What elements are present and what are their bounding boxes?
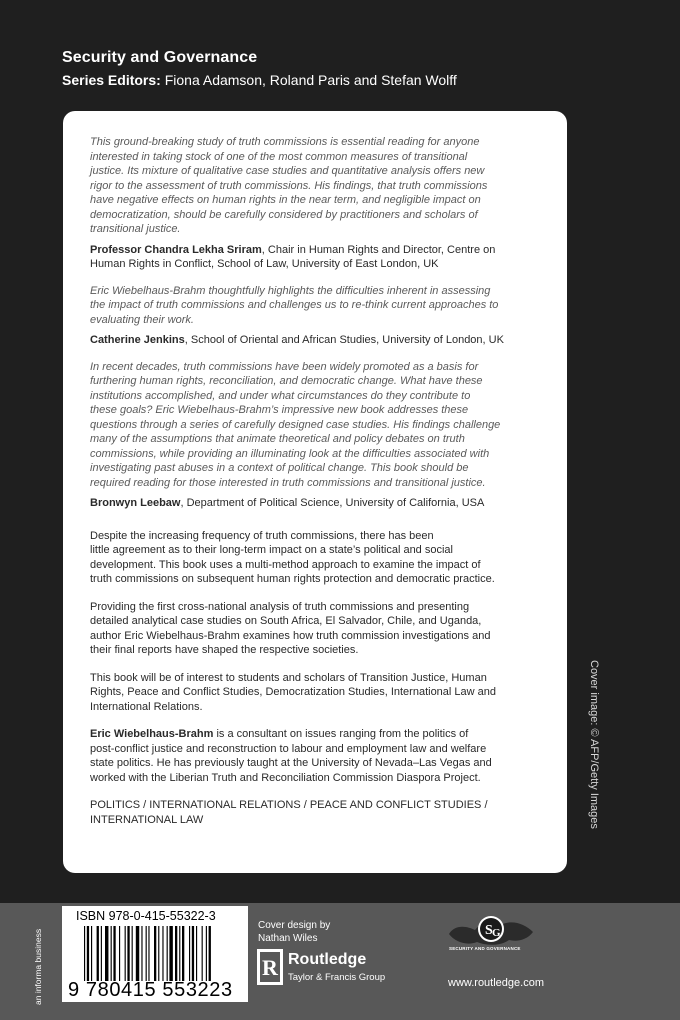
author-name: Eric Wiebelhaus-Brahm (90, 728, 214, 740)
barcode-bar (162, 926, 163, 981)
review-quote: This ground-breaking study of truth commissions is essential reading for anyone interested in taking stock of one of the most common measures of transitional justice. Its mixture of qualitative case studies and quantitative analysis offers new rigor to the assessment of truth commissions. His findings, that truth commissions have negative effects on human rights in the near term, and negligible impact on democratization, should be carefully considered by practitioners and scholars of transitional justice. (90, 136, 488, 235)
barcode-bar (154, 926, 156, 981)
svg-text:G: G (492, 927, 501, 939)
reviewer-name: Catherine Jenkins (90, 334, 185, 346)
author-bio: Eric Wiebelhaus-Brahm is a consultant on issues ranging from the politics of post-conflict justice and reconstruction to labour and employment law and welfare state politics. He has previously taught at the University of Nevada–Las Vegas and worked with the Liberian Truth and Reconciliation Commission Diaspora Project. (90, 728, 492, 784)
reviewer-name: Bronwyn Leebaw (90, 497, 181, 509)
barcode-bar (111, 926, 112, 981)
barcode-bar (192, 926, 194, 981)
barcode-bar (127, 926, 129, 981)
barcode-bar (175, 926, 177, 981)
reviewer-name: Professor Chandra Lekha Sriram (90, 243, 262, 256)
barcode-bar (182, 926, 184, 981)
barcode-bar (91, 926, 92, 981)
review-attribution: Professor Chandra Lekha Sriram, Chair in Human Rights and Director, Centre on Human Rights in Conflict, School of Law, University of East London, UK (90, 243, 496, 270)
barcode-bar (146, 926, 147, 981)
review-attribution: Bronwyn Leebaw, Department of Political Science, University of California, USA (90, 497, 485, 509)
barcode-bar (206, 926, 207, 981)
barcode-bar (179, 926, 180, 981)
barcode-bar (209, 926, 211, 981)
publisher-url: www.routledge.com (448, 977, 544, 989)
barcode-bar (167, 926, 168, 981)
barcode-bar (105, 926, 108, 981)
description-paragraph: Despite the increasing frequency of truth commissions, there has been little agreement as to their long-term impact on a state’s political and social development. This book uses a multi-method approach to examine the impact of truth commissions on subsequent human rights protection and democratic practice. (90, 529, 495, 585)
review-quote: Eric Wiebelhaus-Brahm thoughtfully highlights the difficulties inherent in assessing the impact of truth commissions and challenges us to re-think current approaches to evaluating their work. (90, 284, 499, 326)
barcode-bar (101, 926, 102, 981)
routledge-logo-icon (257, 949, 283, 985)
series-editors-label: Series Editors: (62, 72, 161, 88)
publisher-group: Taylor & Francis Group (288, 972, 386, 983)
barcode-bar (202, 926, 203, 981)
review-attribution: Catherine Jenkins, School of Oriental and African Studies, University of London, UK (90, 334, 504, 346)
barcode-bar (158, 926, 159, 981)
back-cover-text-panel (63, 111, 567, 873)
isbn-barcode (62, 906, 248, 1002)
isbn-text: ISBN 978-0-415-55322-3 (76, 909, 216, 923)
barcode-bar (141, 926, 142, 981)
barcode-bar (132, 926, 133, 981)
barcode-bar (84, 926, 85, 981)
description-paragraph: This book will be of interest to students and scholars of Transition Justice, Human Rights, Peace and Conflict Studies, Democratization Studies, International Law and International Relations. (90, 671, 497, 713)
barcode-bar (87, 926, 89, 981)
cover-design-credit: Cover design by Nathan Wiles (258, 920, 331, 944)
barcode-bar (119, 926, 120, 981)
series-editors (62, 70, 457, 90)
barcode-bar (148, 926, 149, 981)
series-title: Security and Governance (62, 49, 258, 66)
barcode-bar (196, 926, 197, 981)
logo-caption: SECURITY AND GOVERNANCE (449, 946, 521, 951)
svg-text:S: S (485, 923, 493, 938)
series-header (62, 48, 457, 90)
barcode-bar (189, 926, 190, 981)
publisher-name: Routledge (288, 951, 367, 968)
barcode-bars (84, 926, 244, 981)
barcode-bar (136, 926, 139, 981)
cover-image-credit: Cover image: © AFP/Getty Images (588, 660, 600, 829)
svg-text:R: R (262, 955, 278, 980)
barcode-number: 9 780415 553223 (68, 979, 233, 1001)
barcode-bar (113, 926, 115, 981)
subject-categories: POLITICS / INTERNATIONAL RELATIONS / PEACE AND CONFLICT STUDIES / INTERNATIONAL LAW (90, 799, 488, 826)
description-paragraph: Providing the first cross-national analysis of truth commissions and presenting detailed analytical case studies on South Africa, El Salvador, Chile, and Uganda, author Eric Wiebelhaus-Brahm examines how truth commission investigations and their final reports have shaped the respective societies. (90, 600, 491, 656)
barcode-bar (125, 926, 126, 981)
review-quote: In recent decades, truth commissions have been widely promoted as a basis for furthering human rights, reconciliation, and democratic change. What have these institutions accomplished, and under what circumstances do they contribute to these goals? Eric Wiebelhaus-Brahm’s impressive new book addresses these questions through a series of carefully designed case studies. His findings challenge many of the assumptions that animate theoretical and policy debates on truth commissions, while providing an illuminating look at the difficulties associated with investigating past abuses in a context of political change. This book should be required reading for those interested in truth commissions and transitional justice. (90, 360, 501, 489)
informa-business-label: an informa business (33, 928, 43, 1005)
series-editors-names: Fiona Adamson, Roland Paris and Stefan Wolff (164, 72, 457, 88)
barcode-bar (97, 926, 99, 981)
barcode-bar (169, 926, 172, 981)
